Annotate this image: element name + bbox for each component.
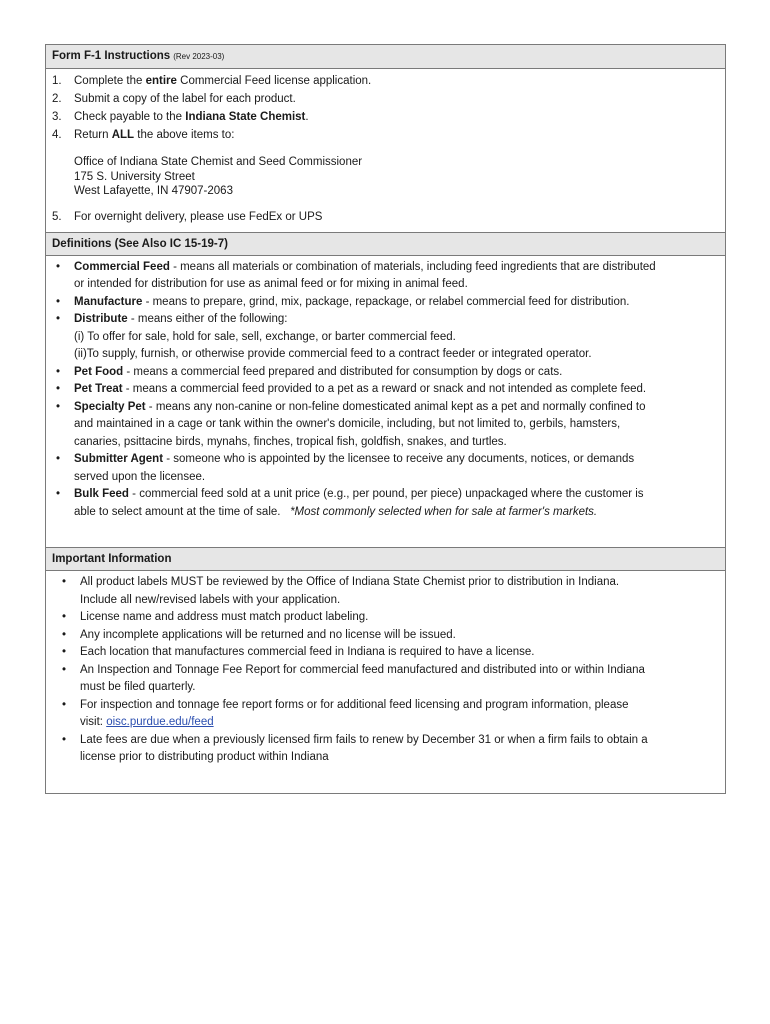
step-number: 5. <box>52 210 62 223</box>
info-text <box>80 627 719 645</box>
important-section <box>46 548 725 793</box>
definition-line-text: - means to prepare, grind, mix, package, repackage, or relabel commercial feed for distribution. <box>142 295 630 308</box>
bullet: • <box>62 646 67 658</box>
info-line-text: Late fees are due when a previously licensed firm fails to renew by December 31 or when a firm fails to obtain a <box>80 733 648 746</box>
definitions-header: Definitions (See Also IC 15-19-7) <box>46 233 725 256</box>
bullet: • <box>62 611 67 623</box>
instruction-step <box>52 108 719 126</box>
bullet: • <box>56 453 61 465</box>
definition-line-text: canaries, psittacine birds, mynahs, finches, tropical fish, goldfish, snakes, and turtles. <box>74 435 507 448</box>
info-line-text: License name and address must match product labeling. <box>80 611 369 623</box>
address-line: 175 S. University Street <box>74 170 195 183</box>
definition-line <box>74 486 719 504</box>
bullet: • <box>56 260 61 273</box>
info-line-text: license prior to distributing product within Indiana <box>80 751 329 763</box>
info-line <box>80 644 719 662</box>
definition-line <box>74 434 719 452</box>
step-text-bold: entire <box>145 75 177 87</box>
info-line <box>80 732 719 750</box>
spacer <box>52 767 719 787</box>
definition-item <box>52 399 719 452</box>
definition-line-text: served upon the licensee. <box>74 470 206 483</box>
definitions-list <box>46 256 725 548</box>
definition-line <box>74 259 719 277</box>
instructions-section <box>46 45 725 233</box>
step-number: 2. <box>52 93 62 105</box>
step-text: For overnight delivery, please use FedEx or UPS <box>74 210 323 223</box>
bullet: • <box>62 576 67 588</box>
definition-term: Pet Treat <box>74 383 123 395</box>
info-line <box>80 609 719 627</box>
address-line: West Lafayette, IN 47907-2063 <box>74 185 233 197</box>
definition-line <box>74 451 719 469</box>
bullet: • <box>62 628 67 641</box>
definitions-section <box>46 233 725 549</box>
bullet: • <box>56 295 61 308</box>
definition-item <box>52 486 719 521</box>
definition-term: Submitter Agent <box>74 453 164 465</box>
info-line-text: must be filed quarterly. <box>80 681 196 693</box>
bullet: • <box>56 313 61 325</box>
definition-item <box>52 364 719 382</box>
info-text <box>80 644 719 662</box>
definition-text <box>74 486 719 521</box>
definition-line <box>74 381 719 399</box>
definition-term: Bulk Feed <box>74 488 129 500</box>
info-line-text: Any incomplete applications will be returned and no license will be issued. <box>80 628 456 641</box>
step-text-pre: Complete the <box>74 75 146 87</box>
info-line <box>80 627 719 645</box>
definition-line <box>74 416 719 434</box>
definition-line-text: (ii)To supply, furnish, or otherwise provide commercial feed to a contract feeder or integrated operator. <box>74 348 592 360</box>
step-number: 3. <box>52 111 62 123</box>
instruction-step <box>52 90 719 108</box>
info-item <box>52 574 719 609</box>
important-header: Important Information <box>46 548 725 571</box>
bullet: • <box>56 400 61 413</box>
step-text <box>74 108 719 126</box>
info-text <box>80 697 719 732</box>
definition-line-text: - means a commercial feed prepared and distributed for consumption by dogs or cats. <box>123 365 563 378</box>
info-line <box>80 662 719 680</box>
info-line <box>80 679 719 697</box>
feed-info-link[interactable]: oisc.purdue.edu/feed <box>106 716 214 728</box>
info-text <box>80 732 719 767</box>
definition-line-text: - means all materials or combination of materials, including feed ingredients that are distributed <box>169 260 656 273</box>
info-item <box>52 697 719 732</box>
form-f1-instructions <box>45 44 726 794</box>
definition-text <box>74 451 719 486</box>
step-text-pre: Return <box>74 129 112 141</box>
instructions-title: Form F-1 Instructions <box>52 50 171 62</box>
step-text <box>74 72 719 90</box>
bullet: • <box>62 663 67 676</box>
definition-line <box>74 346 719 364</box>
definition-term: Specialty Pet <box>74 400 146 413</box>
info-line <box>80 714 719 732</box>
info-item <box>52 662 719 697</box>
bullet: • <box>62 698 67 711</box>
definition-line <box>74 364 719 382</box>
definition-term: Manufacture <box>74 295 143 308</box>
info-line-text: For inspection and tonnage fee report forms or for additional feed licensing and program information, please <box>80 698 629 711</box>
info-text <box>80 574 719 609</box>
definition-term: Distribute <box>74 313 128 325</box>
info-text <box>80 662 719 697</box>
definition-text <box>74 364 719 382</box>
definition-line <box>74 469 719 487</box>
info-line-text: visit: <box>80 716 107 728</box>
definition-line-text: - means any non-canine or non-feline domesticated animal kept as a pet and normally confined to <box>145 400 646 413</box>
step-text <box>74 90 719 108</box>
definition-line-text: or intended for distribution for use as animal feed or for mixing in animal feed. <box>74 278 468 290</box>
definition-line <box>74 399 719 417</box>
definition-line-text: - someone who is appointed by the licensee to receive any documents, notices, or demands <box>163 453 635 465</box>
definition-line <box>74 294 719 312</box>
info-item <box>52 609 719 627</box>
step-text-pre: Submit a copy of the label for each product. <box>74 93 296 105</box>
spacer <box>52 521 719 541</box>
definition-item <box>52 451 719 486</box>
instruction-step <box>52 72 719 90</box>
info-line <box>80 574 719 592</box>
info-text <box>80 609 719 627</box>
definition-text <box>74 381 719 399</box>
definition-text <box>74 311 719 364</box>
step-text-pre: Check payable to the <box>74 111 186 123</box>
definition-line <box>74 276 719 294</box>
definition-text <box>74 399 719 452</box>
definition-line-text: and maintained in a cage or tank within the owner's domicile, including, but not limited to, gerbils, hamsters, <box>74 418 621 430</box>
definition-item <box>52 311 719 364</box>
definition-text <box>74 259 719 294</box>
info-line <box>80 697 719 715</box>
bullet: • <box>56 488 61 500</box>
step-text-bold: ALL <box>111 129 135 141</box>
bullet: • <box>56 365 61 378</box>
definition-item <box>52 259 719 294</box>
step-text-post: . <box>305 111 309 123</box>
step-number: 1. <box>52 75 62 87</box>
revision-label: (Rev 2023-03) <box>173 52 225 61</box>
mailing-address <box>52 155 719 199</box>
definition-line-text: (i) To offer for sale, hold for sale, sell, exchange, or barter commercial feed. <box>74 330 456 343</box>
info-line-text: All product labels MUST be reviewed by the Office of Indiana State Chemist prior to distribution in Indiana. <box>80 576 620 588</box>
instruction-step <box>52 126 719 144</box>
definition-item <box>52 294 719 312</box>
info-item <box>52 627 719 645</box>
step-text <box>74 126 719 144</box>
info-line-text: Each location that manufactures commercial feed in Indiana is required to have a license. <box>80 646 535 658</box>
step-text-post: Commercial Feed license application. <box>176 75 372 87</box>
info-item <box>52 732 719 767</box>
definition-line-text: able to select amount at the time of sale. <box>74 505 291 518</box>
instructions-body <box>46 69 725 232</box>
info-item <box>52 644 719 662</box>
bullet: • <box>62 733 67 746</box>
important-list <box>46 571 725 793</box>
step-text-post: the above items to: <box>134 129 235 141</box>
address-line: Office of Indiana State Chemist and Seed Commissioner <box>74 156 363 168</box>
definition-text <box>74 294 719 312</box>
definition-line <box>74 504 719 522</box>
definition-line <box>74 311 719 329</box>
definition-line-text: - means a commercial feed provided to a pet as a reward or snack and not intended as complete feed. <box>122 383 647 395</box>
definition-line-text: - commercial feed sold at a unit price (e.g., per pound, per piece) unpackaged where the customer is <box>128 488 644 500</box>
bullet: • <box>56 383 61 395</box>
step-number: 4. <box>52 129 62 141</box>
definition-term: Commercial Feed <box>74 260 170 273</box>
info-line <box>80 749 719 767</box>
instructions-header <box>46 45 725 69</box>
definition-item <box>52 381 719 399</box>
step-text-bold: Indiana State Chemist <box>185 111 306 123</box>
definition-line <box>74 329 719 347</box>
definition-line-text: - means either of the following: <box>127 313 288 325</box>
definition-note: *Most commonly selected when for sale at farmer's markets. <box>290 505 598 518</box>
info-line-text: Include all new/revised labels with your application. <box>80 593 341 606</box>
info-line <box>80 592 719 610</box>
definition-term: Pet Food <box>74 365 124 378</box>
instruction-step <box>52 208 719 226</box>
info-line-text: An Inspection and Tonnage Fee Report for commercial feed manufactured and distributed into or within Indiana <box>80 663 645 676</box>
